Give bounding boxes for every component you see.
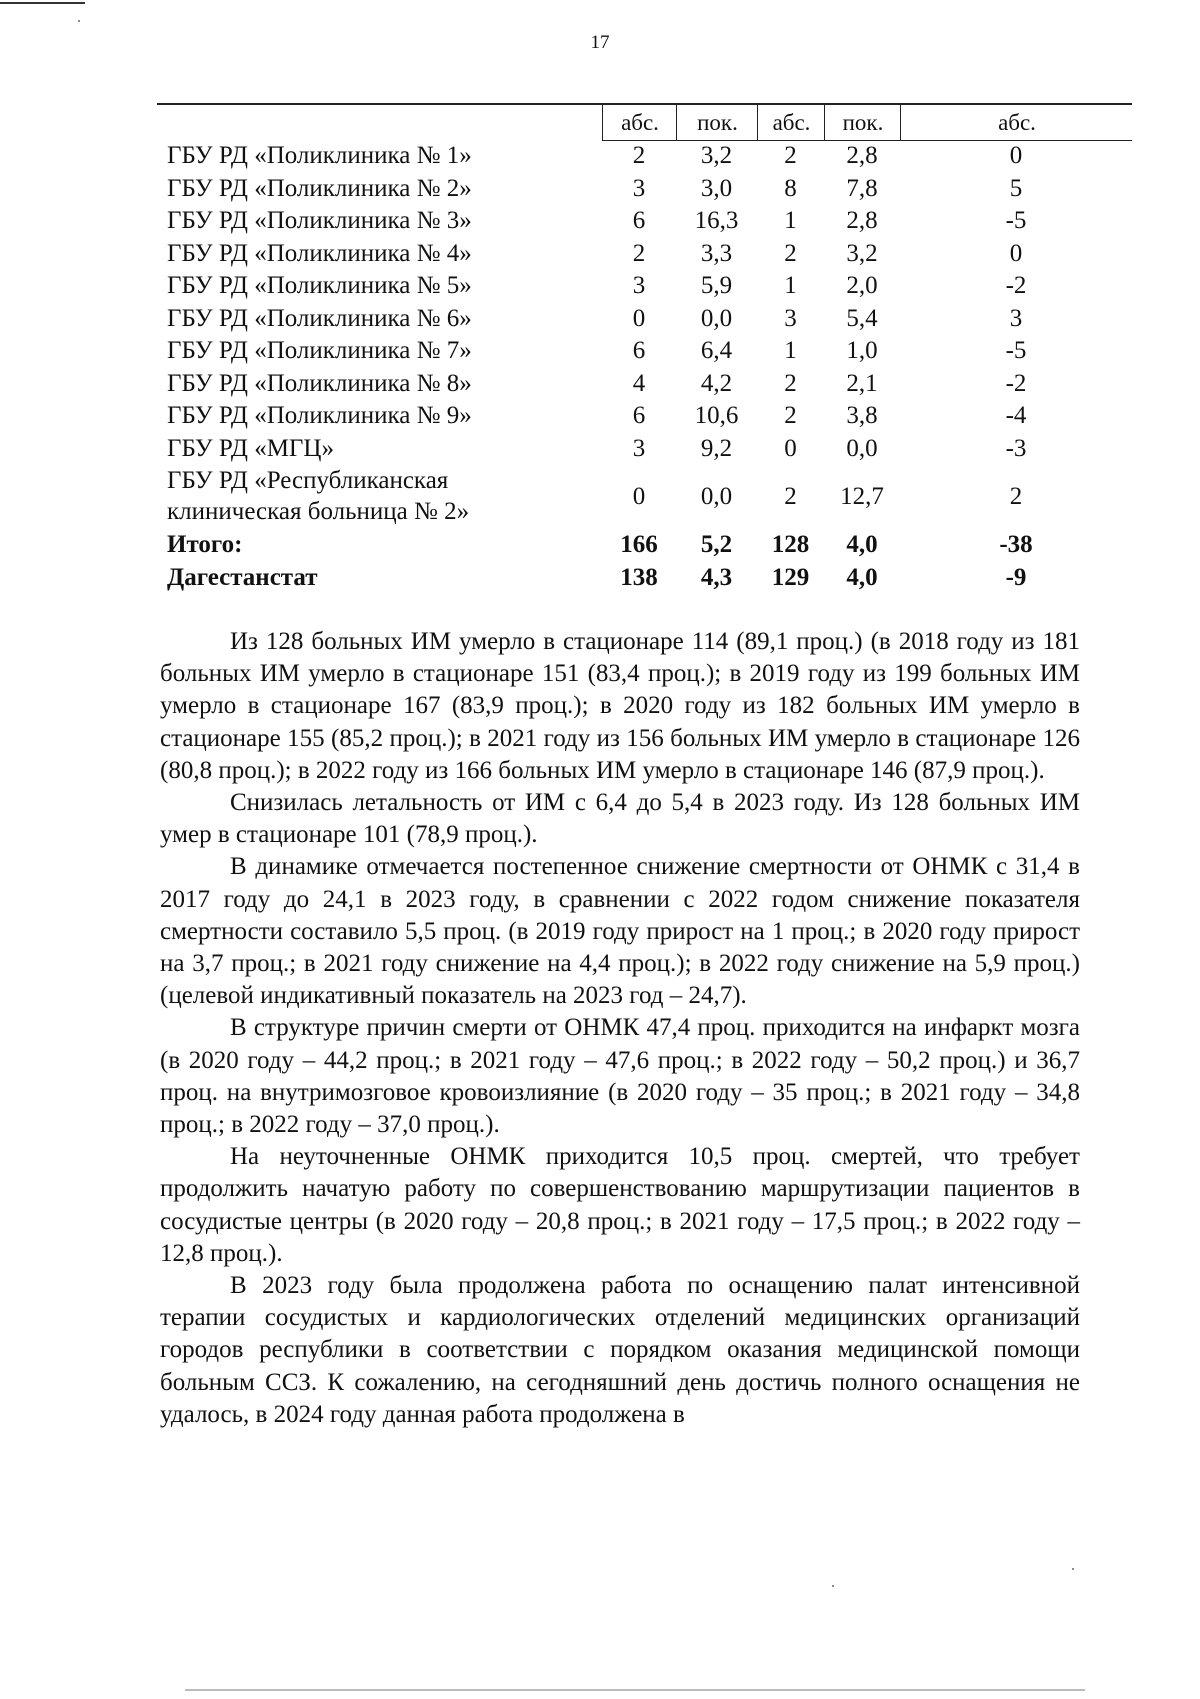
table-cell: 2 [784, 402, 797, 429]
table-cell: 3,2 [700, 142, 733, 169]
table-cell: -9 [1005, 564, 1027, 591]
table-row [157, 140, 1132, 173]
row-label: ГБУ РД «Поликлиника № 6» [167, 304, 472, 332]
table-cell: 8 [784, 174, 797, 202]
table-cell: 4,0 [846, 531, 878, 558]
row-label: Итого: [167, 531, 243, 558]
paragraph: Снизилась летальность от ИМ с 6,4 до 5,4 в 2023 году. Из 128 больных ИМ умер в стационаре 101 (78,9 проц.). [160, 789, 1080, 849]
table-cell: 10,6 [694, 402, 739, 429]
table-row [157, 368, 1132, 401]
header-cell: пок. [824, 105, 901, 140]
table-cell: 129 [771, 564, 810, 591]
table-cell: 0 [632, 304, 646, 332]
row-label: ГБУ РД «Поликлиника № 2» [167, 174, 472, 202]
table-cell: 6 [632, 207, 646, 234]
table-cell: 9,2 [700, 434, 733, 462]
table-row [157, 303, 1132, 336]
table-cell: -5 [1005, 337, 1027, 364]
table-header [602, 105, 1132, 141]
table-cell: 16,3 [694, 207, 739, 234]
row-label: ГБУ РД «МГЦ» [167, 434, 334, 462]
paragraph: В структуре причин смерти от ОНМК 47,4 проц. приходится на инфаркт мозга (в 2020 году – 44,2 проц.; в 2021 году – 47,6 проц.; в 2022 году – 50,2 проц.) и 36,7 проц. на внутримозговое кровоизлияние (в 2020 году – 35 проц.; в 2021 году – 34,8 проц.; в 2022 году – 37,0 проц.). [160, 1014, 1080, 1139]
scan-artifact-bottom [185, 1689, 1085, 1691]
total-row [157, 529, 1132, 562]
table-cell: 0 [784, 434, 797, 462]
paragraph: В динамике отмечается постепенное снижение смертности от ОНМК с 31,4 в 2017 году до 24,1 в 2023 году, в сравнении с 2022 годом снижение показателя смертности составило 5,5 проц. (в 2019 году прирост на 1 проц.; в 2020 году прирост на 3,7 проц.; в 2021 году снижение на 4,4 проц.); в 2022 году снижение на 5,9 проц.) (целевой индикативный показатель на 2023 год – 24,7). [160, 853, 1080, 1010]
total-row [157, 562, 1132, 595]
table-cell: 1 [784, 337, 797, 364]
table-cell: 5,4 [846, 304, 878, 332]
header-cell: абс. [757, 105, 825, 140]
table-row [157, 400, 1132, 433]
table-cell: 0,0 [700, 483, 733, 510]
table-cell: 6 [632, 402, 646, 429]
table-row [157, 465, 1132, 529]
body-text [160, 626, 1080, 1431]
scan-speck [1072, 1568, 1074, 1570]
paragraph: Из 128 больных ИМ умерло в стационаре 114 (89,1 проц.) (в 2018 году из 181 больных ИМ умерло в стационаре 151 (83,4 проц.); в 2019 году из 199 больных ИМ умерло в стационаре 167 (83,9 проц.); в 2020 году из 182 больных ИМ умерло в стационаре 155 (85,2 проц.); в 2021 году из 156 больных ИМ умерло в стационаре 126 (80,8 проц.); в 2022 году из 166 больных ИМ умерло в стационаре 146 (87,9 проц.). [160, 628, 1080, 784]
table-cell: 3,2 [846, 239, 878, 267]
paragraph: На неуточненные ОНМК приходится 10,5 проц. смертей, что требует продолжить начатую работу по совершенствованию маршрутизации пациентов в сосудистые центры (в 2020 году – 20,8 проц.; в 2021 году – 17,5 проц.; в 2022 году – 12,8 проц.). [160, 1143, 1080, 1267]
row-label: ГБУ РД «Поликлиника № 9» [167, 402, 472, 429]
row-label: ГБУ РД «Поликлиника № 7» [167, 337, 472, 364]
table-cell: 3,3 [700, 239, 733, 267]
scan-artifact-top [0, 2, 85, 4]
table-cell: 0,0 [846, 434, 878, 462]
table-cell: 3 [632, 272, 646, 299]
table-cell: 4,3 [700, 564, 733, 591]
table-body [157, 140, 1132, 595]
row-label: Дагестанстат [167, 564, 318, 591]
table-cell: -4 [1005, 402, 1027, 429]
row-label: ГБУ РД «Республиканская клиническая больница № 2» [167, 467, 470, 525]
table-row [157, 205, 1132, 238]
table-cell: 0 [1009, 142, 1023, 169]
table-cell: 2,1 [846, 369, 878, 397]
table-cell: 6 [632, 337, 646, 364]
row-label: ГБУ РД «Поликлиника № 5» [167, 272, 472, 299]
table-row [157, 270, 1132, 303]
table-cell: 6,4 [700, 337, 733, 364]
table-cell: 0 [632, 483, 646, 510]
table-cell: 2 [1009, 483, 1023, 510]
table-row [157, 433, 1132, 466]
table-cell: 5 [1009, 174, 1023, 202]
table-cell: 4,0 [846, 564, 878, 591]
scan-speck [78, 20, 80, 22]
table-cell: 4,2 [700, 369, 733, 397]
row-label: ГБУ РД «Поликлиника № 8» [167, 369, 472, 397]
table-cell: 7,8 [846, 174, 878, 202]
table-cell: 3 [1009, 304, 1023, 332]
table-cell: 3 [632, 174, 646, 202]
row-label: ГБУ РД «Поликлиника № 4» [167, 239, 472, 267]
table-cell: 3 [784, 304, 797, 332]
table-cell: 2 [632, 142, 646, 169]
table-cell: 3,0 [700, 174, 733, 202]
table-cell: 1,0 [846, 337, 878, 364]
table-cell: 138 [620, 564, 658, 591]
header-cell: пок. [676, 105, 758, 140]
table-row [157, 173, 1132, 206]
table-cell: 1 [784, 272, 797, 299]
table-cell: 12,7 [840, 483, 884, 510]
table-cell: 2,8 [846, 207, 878, 234]
table-cell: 166 [620, 531, 658, 558]
table-cell: 3,8 [846, 402, 878, 429]
table-cell: 2 [784, 142, 797, 169]
table-cell: -2 [1005, 272, 1027, 299]
table-row [157, 335, 1132, 368]
table-row [157, 238, 1132, 271]
table-cell: 2 [784, 483, 797, 510]
table-cell: 2,0 [846, 272, 878, 299]
table-cell: 5,9 [700, 272, 733, 299]
table-cell: 128 [771, 531, 810, 558]
table-cell: 4 [632, 369, 646, 397]
table-cell: 0 [1009, 239, 1023, 267]
page-number: 17 [590, 32, 610, 53]
row-label: ГБУ РД «Поликлиника № 1» [167, 142, 472, 169]
table-cell: 2 [784, 239, 797, 267]
scan-speck [832, 1585, 834, 1587]
table-cell: -3 [1005, 434, 1027, 462]
table-cell: 2 [632, 239, 646, 267]
table-cell: 2 [784, 369, 797, 397]
paragraph: В 2023 году была продолжена работа по оснащению палат интенсивной терапии сосудистых и кардиологических отделений медицинских организаций городов республики в соответствии с порядком оказания медицинской помощи больным ССЗ. К сожалению, на сегодняшний день достичь полного оснащения не удалось, в 2024 году данная работа продолжена в [160, 1272, 1080, 1428]
table-cell: 2,8 [846, 142, 878, 169]
header-cell: абс. [602, 105, 677, 140]
header-cell: абс. [900, 105, 1133, 140]
table-cell: -38 [999, 531, 1033, 558]
table-cell: -2 [1005, 369, 1027, 397]
table-cell: 3 [632, 434, 646, 462]
table-cell: 0,0 [700, 304, 733, 332]
table-cell: -5 [1005, 207, 1027, 234]
table-cell: 5,2 [700, 531, 733, 558]
row-label: ГБУ РД «Поликлиника № 3» [167, 207, 472, 234]
table-cell: 1 [784, 207, 797, 234]
